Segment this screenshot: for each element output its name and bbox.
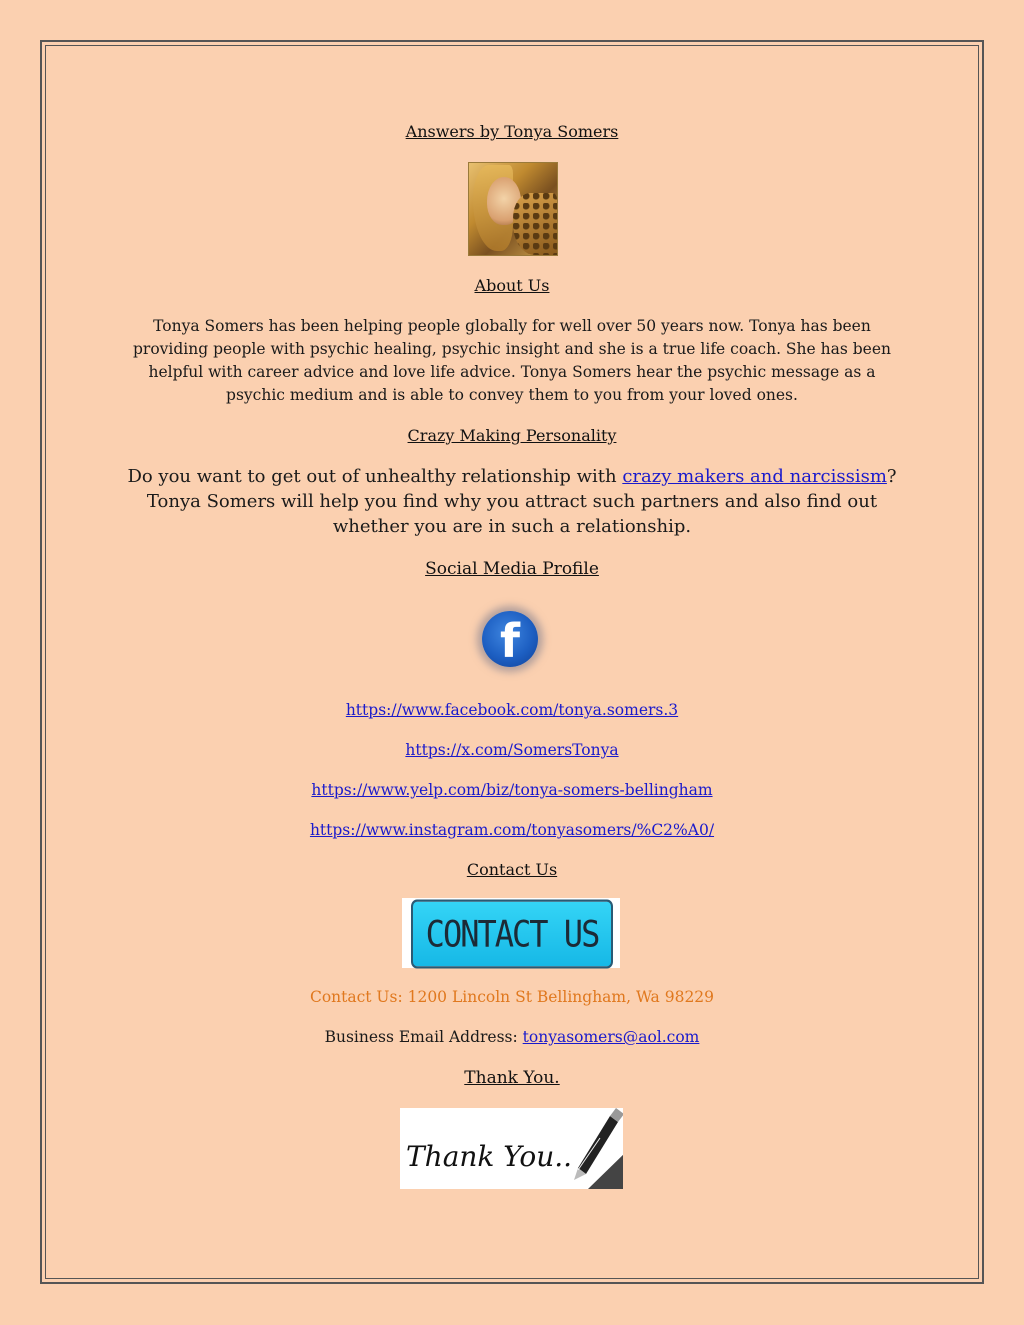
thank-you-image bbox=[400, 1108, 623, 1189]
contact-heading: Contact Us bbox=[466, 860, 558, 879]
about-text: Tonya Somers has been helping people globally for well over 50 years now. Tonya has been providing people with psychic healing, psychic insight and she is a true life coach. She has been helpful with career advice and love life advice. Tonya Somers hear the psychic message as a psychic medium and is able to convey them to you from your loved ones. bbox=[133, 317, 891, 404]
email-line bbox=[120, 1028, 904, 1046]
x-link[interactable]: https://x.com/SomersTonya bbox=[405, 741, 619, 759]
contact-us-button-label: CONTACT US bbox=[411, 900, 613, 969]
page-title: Answers by Tonya Somers bbox=[405, 122, 619, 141]
thank-you-heading: Thank You. bbox=[464, 1068, 560, 1088]
crazy-makers-link[interactable]: crazy makers and narcissism bbox=[622, 466, 887, 487]
facebook-link[interactable]: https://www.facebook.com/tonya.somers.3 bbox=[345, 701, 679, 719]
facebook-icon[interactable]: f bbox=[482, 611, 538, 667]
portrait-woman-leopard-image bbox=[468, 162, 558, 256]
crazy-heading: Crazy Making Personality bbox=[407, 426, 617, 445]
email-label: Business Email Address: bbox=[324, 1028, 523, 1046]
email-link[interactable]: tonyasomers@aol.com bbox=[522, 1028, 700, 1046]
contact-us-button-image[interactable] bbox=[402, 898, 620, 968]
crazy-text: Do you want to get out of unhealthy relationship with crazy makers and narcissism? Tonya Somers will help you find why you attract such partners and also find out whether you are in such a relationship. bbox=[127, 466, 897, 537]
yelp-link[interactable]: https://www.yelp.com/biz/tonya-somers-bellingham bbox=[311, 781, 713, 799]
social-heading: Social Media Profile bbox=[425, 559, 599, 579]
instagram-link[interactable]: https://www.instagram.com/tonyasomers/%C2%A0/ bbox=[309, 821, 715, 839]
fountain-pen-icon bbox=[570, 1108, 623, 1189]
about-heading: About Us bbox=[474, 276, 550, 295]
thank-you-script-text: Thank You.. bbox=[406, 1140, 573, 1173]
contact-address: Contact Us: 1200 Lincoln St Bellingham, Wa 98229 bbox=[309, 988, 715, 1006]
